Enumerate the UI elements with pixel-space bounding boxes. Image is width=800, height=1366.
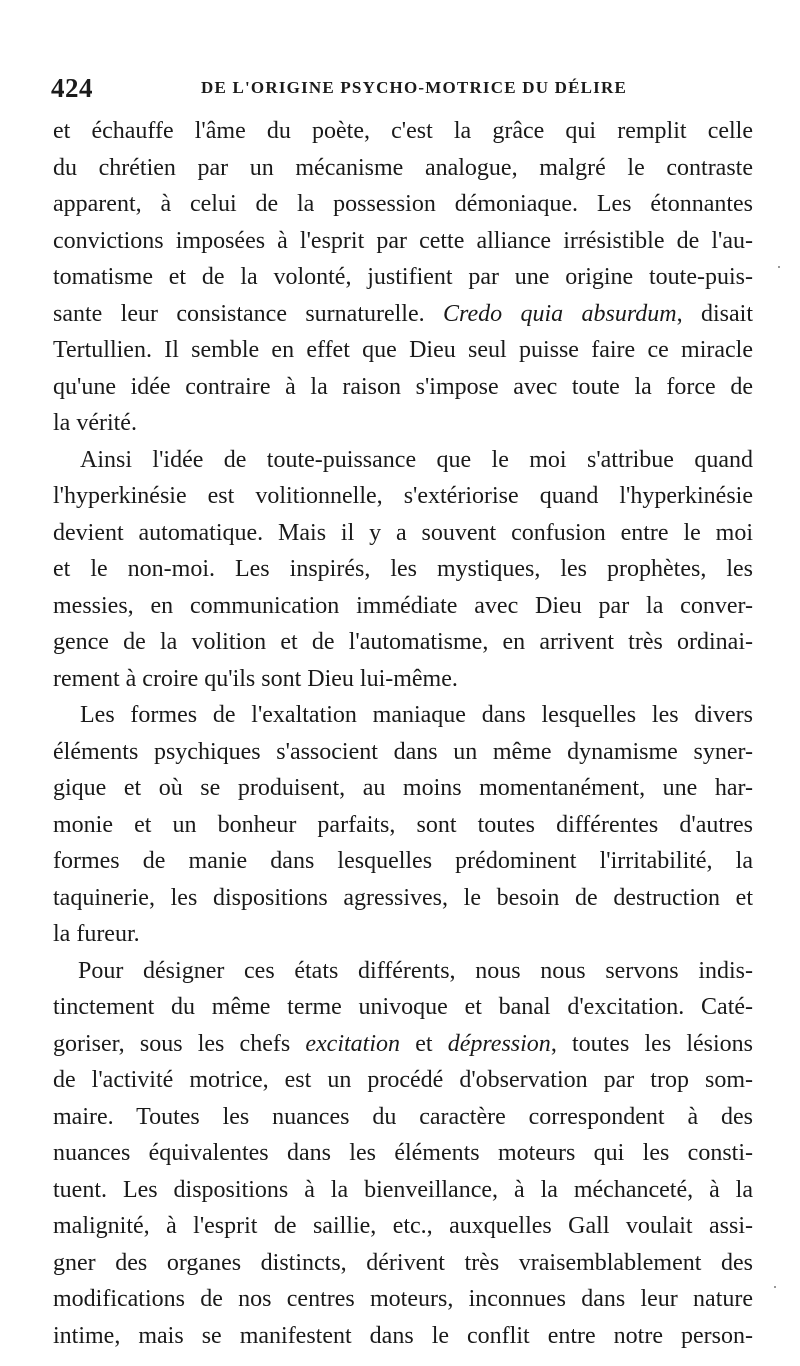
text-line: rement à croire qu'ils sont Dieu lui-même. bbox=[53, 665, 458, 692]
text-line: qu'une idée contraire à la raison s'impose avec toute la force de bbox=[53, 373, 753, 400]
text-line: malignité, à l'esprit de saillie, etc., auxquelles Gall voulait assi- bbox=[53, 1213, 753, 1239]
text-line: gence de la volition et de l'automatisme, en arrivent très ordinai- bbox=[53, 629, 753, 655]
text-line: tinctement du même terme univoque et banal d'excitation. Caté- bbox=[53, 994, 753, 1020]
running-head bbox=[51, 73, 751, 107]
text-line: du chrétien par un mécanisme analogue, malgré le contraste bbox=[53, 154, 753, 181]
text-line: gique et où se produisent, au moins momentanément, une har- bbox=[53, 775, 753, 801]
text-line: apparent, à celui de la possession démoniaque. Les étonnantes bbox=[53, 191, 753, 217]
text-line: la fureur. bbox=[53, 921, 140, 947]
text-line: taquinerie, les dispositions agressives, le besoin de destruction et bbox=[53, 884, 753, 911]
print-speck bbox=[778, 266, 780, 268]
text-line: tuent. Les dispositions à la bienveillance, à la méchanceté, à la bbox=[53, 1176, 753, 1203]
text-line: Tertullien. Il semble en effet que Dieu seul puisse faire ce miracle bbox=[53, 337, 753, 363]
text-line: et échauffe l'âme du poète, c'est la grâce qui remplit celle bbox=[53, 118, 753, 144]
text-line: Les formes de l'exaltation maniaque dans lesquelles les divers bbox=[80, 702, 753, 728]
print-speck bbox=[774, 1286, 776, 1288]
text-line: maire. Toutes les nuances du caractère correspondent à des bbox=[53, 1103, 753, 1130]
text-line: Ainsi l'idée de toute-puissance que le moi s'attribue quand bbox=[80, 446, 753, 473]
running-title: DE L'ORIGINE PSYCHO-MOTRICE DU DÉLIRE bbox=[201, 78, 628, 97]
term-depression: dépression bbox=[447, 1030, 551, 1057]
text-line: tomatisme et de la volonté, justifient par une origine toute-puis- bbox=[53, 264, 753, 290]
text-line: messies, en communication immédiate avec Dieu par la conver- bbox=[53, 592, 753, 619]
text-line: devient automatique. Mais il y a souvent confusion entre le moi bbox=[53, 519, 753, 546]
text-line: formes de manie dans lesquelles prédominent l'irritabilité, la bbox=[53, 848, 753, 874]
latin-quote: Credo quia absurdum bbox=[443, 300, 677, 327]
text-line: goriser, sous les chefs excitation et dépression, toutes les lésions bbox=[53, 1030, 754, 1057]
text-line: la vérité. bbox=[53, 410, 137, 436]
text-line: modifications de nos centres moteurs, inconnues dans leur nature bbox=[53, 1286, 753, 1312]
text-line: intime, mais se manifestent dans le conflit entre notre person- bbox=[53, 1322, 753, 1349]
text-line: gner des organes distincts, dérivent très vraisemblablement des bbox=[53, 1249, 753, 1276]
text-line: convictions imposées à l'esprit par cette alliance irrésistible de l'au- bbox=[53, 227, 753, 254]
text-line: Pour désigner ces états différents, nous nous servons indis- bbox=[78, 957, 753, 984]
body-text bbox=[53, 113, 753, 1354]
page-number: 424 bbox=[51, 73, 93, 103]
text-line: l'hyperkinésie est volitionnelle, s'extériorise quand l'hyperkinésie bbox=[53, 483, 753, 509]
text-line: et le non-moi. Les inspirés, les mystiques, les prophètes, les bbox=[53, 556, 753, 582]
text-line: monie et un bonheur parfaits, sont toutes différentes d'autres bbox=[53, 811, 753, 838]
text-line: nuances équivalentes dans les éléments moteurs qui les consti- bbox=[53, 1140, 753, 1166]
term-excitation: excitation bbox=[305, 1030, 401, 1057]
text-line: éléments psychiques s'associent dans un même dynamisme syner- bbox=[53, 738, 753, 765]
text-line: de l'activité motrice, est un procédé d'observation par trop som- bbox=[53, 1067, 753, 1093]
text-line: sante leur consistance surnaturelle. Credo quia absurdum, disait bbox=[53, 300, 754, 327]
